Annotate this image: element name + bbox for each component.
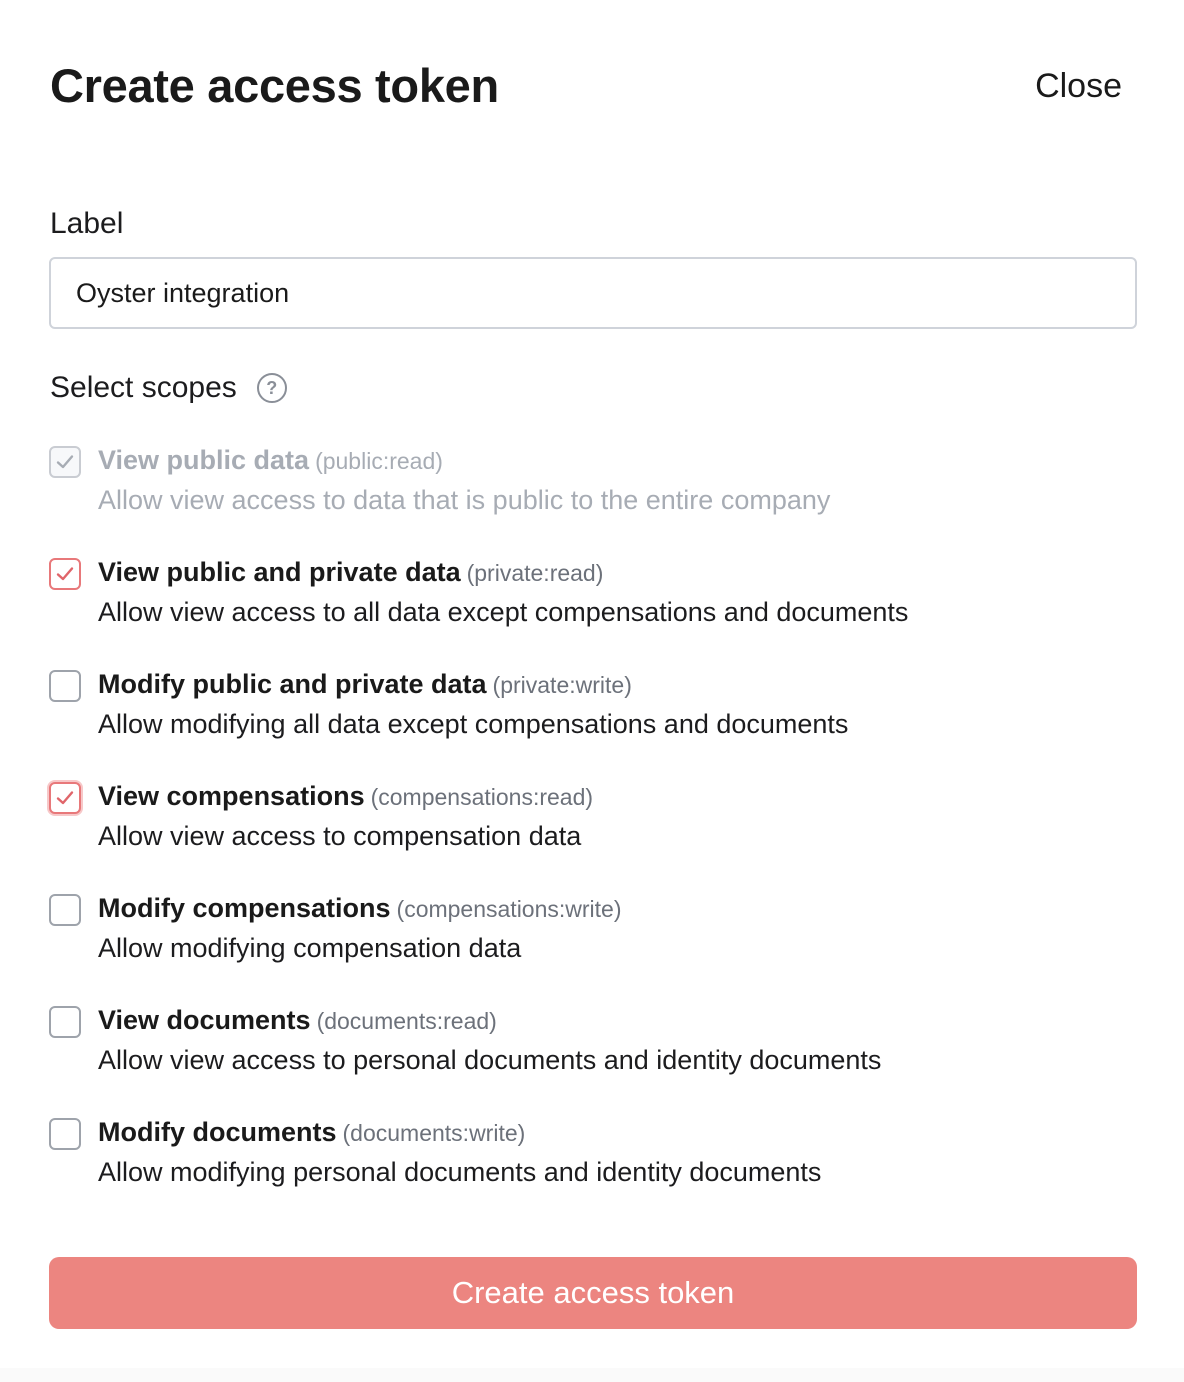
scope-checkbox[interactable]: [49, 558, 81, 590]
scope-name: View documents: [98, 1005, 311, 1035]
label-field-heading: Label: [50, 207, 124, 240]
scope-code: (private:read): [466, 560, 604, 586]
checkmark-icon: [55, 452, 75, 472]
scope-item: [49, 894, 1149, 984]
scope-title: [98, 1002, 497, 1043]
scope-description: Allow modifying all data except compensations and documents: [98, 709, 849, 739]
scope-name: View public data: [98, 445, 310, 475]
scope-description: Allow view access to personal documents and identity documents: [98, 1045, 882, 1075]
scope-description: Allow modifying compensation data: [98, 933, 522, 963]
scope-name: Modify documents: [98, 1117, 337, 1147]
scope-title: [98, 442, 443, 483]
scope-description: Allow view access to compensation data: [98, 821, 582, 851]
scope-name: Modify public and private data: [98, 669, 487, 699]
checkmark-icon: [55, 788, 75, 808]
scope-code: (public:read): [315, 448, 443, 474]
scope-description: Allow view access to all data except compensations and documents: [98, 597, 909, 627]
scopes-heading-label: Select scopes: [50, 371, 237, 404]
scope-checkbox[interactable]: [49, 782, 81, 814]
scope-title: [98, 1114, 525, 1155]
scope-item: [49, 1006, 1149, 1096]
page-title: Create access token: [50, 59, 499, 112]
label-input[interactable]: [49, 257, 1137, 329]
scope-name: View compensations: [98, 781, 365, 811]
scope-title: [98, 554, 603, 595]
scope-code: (private:write): [492, 672, 632, 698]
scope-item: [49, 1118, 1149, 1208]
scope-code: (documents:read): [316, 1008, 497, 1034]
scope-checkbox[interactable]: [49, 1006, 81, 1038]
close-button[interactable]: Close: [1035, 67, 1122, 105]
scopes-heading: [50, 370, 287, 406]
scope-name: Modify compensations: [98, 893, 391, 923]
scope-checkbox[interactable]: [49, 1118, 81, 1150]
scope-name: View public and private data: [98, 557, 461, 587]
scope-item: [49, 782, 1149, 872]
scope-description: Allow view access to data that is public to the entire company: [98, 485, 831, 515]
scope-item: [49, 670, 1149, 760]
scope-code: (compensations:write): [396, 896, 622, 922]
scope-title: [98, 778, 593, 819]
scope-code: (compensations:read): [370, 784, 594, 810]
scope-checkbox[interactable]: [49, 670, 81, 702]
scope-code: (documents:write): [342, 1120, 526, 1146]
question-circle-icon[interactable]: ?: [257, 373, 287, 403]
scope-description: Allow modifying personal documents and identity documents: [98, 1157, 822, 1187]
scope-title: [98, 666, 632, 707]
scope-checkbox[interactable]: [49, 894, 81, 926]
create-access-token-button[interactable]: Create access token: [49, 1257, 1137, 1329]
scope-item: [49, 558, 1149, 648]
checkmark-icon: [55, 564, 75, 584]
scope-title: [98, 890, 622, 931]
scope-checkbox: [49, 446, 81, 478]
scope-item: [49, 446, 1149, 536]
